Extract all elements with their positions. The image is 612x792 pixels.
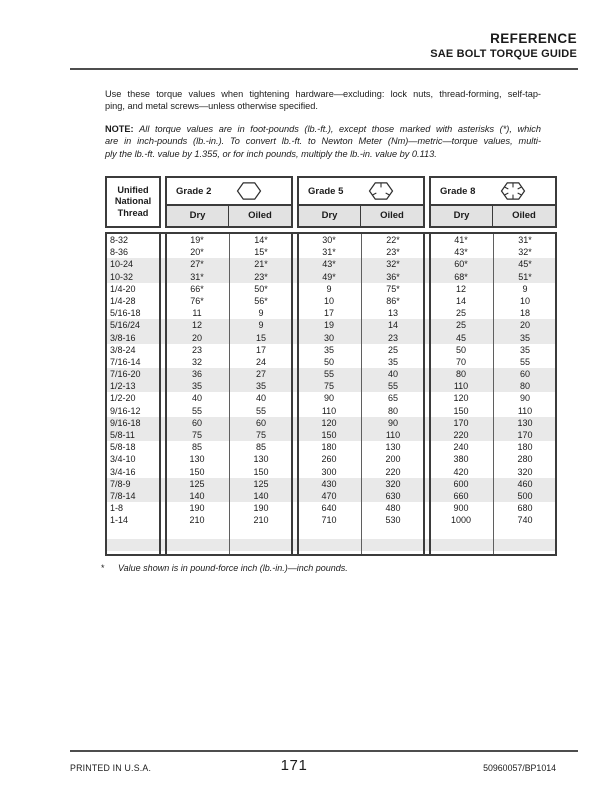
page-subtitle: SAE BOLT TORQUE GUIDE — [430, 48, 577, 60]
torque-value-cell: 43* — [322, 259, 336, 270]
torque-value-cell: 90 — [323, 393, 334, 404]
torque-value-cell: 35 — [519, 332, 530, 343]
torque-value-cell: 23 — [387, 332, 398, 343]
torque-value-cell: 1000 — [450, 515, 472, 526]
torque-value-cell: 170 — [517, 430, 533, 440]
torque-value-cell: 50 — [455, 344, 466, 355]
torque-value-cell: 150 — [253, 466, 269, 477]
torque-value-cell: 85 — [191, 442, 202, 453]
thread-size-cell: 5/8-18 — [110, 442, 136, 453]
torque-value-cell: 25 — [455, 320, 466, 331]
footer-part-number: 50960057/BP1014 — [483, 763, 556, 773]
thread-size-cell: 5/16-18 — [110, 308, 141, 319]
torque-value-cell: 35 — [323, 344, 334, 355]
torque-value-cell: 80 — [387, 405, 398, 416]
grade-5-dry-header: Dry — [299, 206, 361, 226]
torque-value-cell: 680 — [517, 503, 533, 514]
torque-value-cell: 710 — [321, 515, 337, 526]
torque-value-cell: 130 — [253, 454, 269, 465]
torque-value-cell: 220 — [453, 430, 469, 440]
grade-8-label: Grade 8 — [440, 185, 476, 197]
table-row — [105, 368, 557, 380]
torque-value-cell: 55 — [191, 405, 202, 416]
grade-8-header — [429, 176, 557, 228]
note-line: ply the lb.-ft. value by 1.355, or for inch pounds, multiply the lb.-in. value by 0.113. — [105, 148, 437, 159]
torque-value-cell: 500 — [517, 490, 533, 501]
torque-value-cell: 15 — [255, 332, 266, 343]
torque-value-cell: 630 — [385, 490, 401, 501]
torque-value-cell: 76* — [190, 295, 204, 306]
torque-value-cell: 200 — [385, 454, 401, 465]
torque-value-cell: 15* — [254, 247, 268, 258]
torque-value-cell: 300 — [321, 466, 337, 477]
torque-value-cell: 23* — [254, 271, 268, 282]
table-row — [105, 490, 557, 502]
torque-value-cell: 17 — [323, 308, 334, 319]
table-row — [105, 258, 557, 270]
torque-value-cell: 600 — [453, 478, 469, 489]
torque-value-cell: 380 — [453, 454, 469, 465]
torque-value-cell: 210 — [189, 515, 205, 526]
torque-value-cell: 110 — [453, 381, 469, 392]
thread-size-cell: 10-24 — [110, 259, 134, 270]
table-row — [105, 405, 557, 417]
intro-paragraph — [105, 88, 541, 113]
torque-value-cell: 11 — [192, 308, 202, 319]
thread-size-cell: 1/4-28 — [110, 295, 136, 306]
page-title: REFERENCE — [490, 31, 577, 46]
thread-size-cell: 3/8-24 — [110, 344, 136, 355]
table-row — [105, 271, 557, 283]
torque-value-cell: 140 — [189, 490, 205, 501]
thread-size-cell: 1/2-20 — [110, 393, 136, 404]
torque-value-cell: 120 — [321, 417, 337, 428]
torque-value-cell: 60 — [519, 369, 530, 380]
table-row — [105, 502, 557, 514]
torque-value-cell: 470 — [321, 490, 337, 501]
torque-value-cell: 68* — [454, 271, 468, 282]
torque-value-cell: 10 — [323, 295, 334, 306]
thread-size-cell: 7/8-14 — [110, 490, 136, 501]
page-header — [430, 31, 577, 60]
torque-value-cell: 320 — [517, 466, 533, 477]
thread-size-cell: 3/4-16 — [110, 466, 136, 477]
torque-value-cell: 18 — [519, 308, 530, 319]
grade-2-header — [165, 176, 293, 228]
thread-size-cell: 1/2-13 — [110, 381, 136, 392]
torque-value-cell: 150 — [189, 466, 205, 477]
torque-value-cell: 55 — [519, 356, 530, 367]
torque-value-cell: 65 — [387, 393, 398, 404]
empty-row — [105, 539, 557, 551]
torque-value-cell: 36 — [191, 369, 202, 380]
torque-value-cell: 190 — [189, 503, 205, 514]
table-row — [105, 295, 557, 307]
torque-value-cell: 530 — [385, 515, 401, 526]
torque-value-cell: 35 — [255, 381, 266, 392]
footnote-marker: * — [101, 563, 105, 573]
note-line — [105, 123, 541, 135]
table-row — [105, 478, 557, 490]
grade-2-dry-header: Dry — [167, 206, 229, 226]
table-row — [105, 246, 557, 258]
torque-value-cell: 43* — [454, 247, 468, 258]
footnote — [101, 563, 348, 573]
intro-line: ping, and metal screws—unless otherwise specified. — [105, 101, 318, 112]
thread-size-cell: 1-8 — [110, 503, 124, 514]
torque-value-cell: 86* — [386, 295, 400, 306]
torque-value-cell: 13 — [387, 308, 398, 319]
torque-value-cell: 19* — [190, 235, 204, 245]
torque-value-cell: 21* — [254, 259, 268, 270]
torque-value-cell: 31* — [322, 247, 336, 258]
header-rule — [70, 68, 578, 70]
torque-value-cell: 900 — [453, 503, 469, 514]
thread-size-cell: 1/4-20 — [110, 283, 136, 294]
torque-value-cell: 31* — [190, 271, 204, 282]
torque-value-cell: 20* — [190, 247, 204, 258]
torque-value-cell: 85 — [255, 442, 266, 453]
note-text: All torque values are in foot-pounds (lb.-ft.), except those marked with asterisks (*), which — [139, 124, 541, 134]
torque-value-cell: 40 — [191, 393, 202, 404]
page-number: 171 — [280, 757, 308, 774]
torque-table — [105, 176, 557, 556]
torque-value-cell: 10 — [519, 295, 530, 306]
footer-rule — [70, 750, 578, 752]
torque-value-cell: 9 — [522, 283, 528, 294]
thread-size-cell: 5/16/24 — [110, 320, 141, 331]
torque-value-cell: 60 — [191, 417, 202, 428]
torque-value-cell: 640 — [321, 503, 337, 514]
torque-value-cell: 50* — [254, 283, 268, 294]
torque-value-cell: 25 — [455, 308, 466, 319]
torque-value-cell: 320 — [385, 478, 401, 489]
note-label: NOTE: — [105, 124, 134, 134]
thread-size-cell: 9/16-12 — [110, 405, 141, 416]
torque-value-cell: 66* — [190, 283, 204, 294]
torque-value-cell: 23 — [191, 344, 202, 355]
torque-value-cell: 20 — [191, 332, 202, 343]
torque-value-cell: 9 — [258, 320, 264, 331]
torque-value-cell: 32* — [386, 259, 400, 270]
thread-column-header: Unified National Thread — [105, 176, 161, 228]
torque-value-cell: 150 — [453, 405, 469, 416]
grade-8-dry-header: Dry — [431, 206, 493, 226]
torque-value-cell: 23* — [386, 247, 400, 258]
torque-value-cell: 60 — [255, 417, 266, 428]
torque-value-cell: 75 — [323, 381, 334, 392]
thread-size-cell: 7/8-9 — [110, 478, 131, 489]
torque-value-cell: 75* — [386, 283, 400, 294]
torque-value-cell: 240 — [453, 442, 469, 453]
torque-value-cell: 14 — [387, 320, 398, 331]
thread-size-cell: 7/16-20 — [110, 369, 141, 380]
hex-nut-plain-icon — [235, 180, 262, 203]
torque-value-cell: 17 — [255, 344, 266, 355]
torque-value-cell: 55 — [255, 405, 266, 416]
table-row — [105, 429, 557, 441]
torque-value-cell: 280 — [517, 454, 533, 465]
torque-value-cell: 420 — [453, 466, 469, 477]
torque-value-cell: 19 — [323, 320, 334, 331]
torque-value-cell: 80 — [455, 369, 466, 380]
torque-value-cell: 130 — [385, 442, 401, 453]
grade-8-oiled-header: Oiled — [512, 210, 536, 221]
empty-row — [105, 527, 557, 539]
torque-value-cell: 660 — [453, 490, 469, 501]
thread-size-cell: 7/16-14 — [110, 356, 141, 367]
torque-value-cell: 27 — [255, 369, 266, 380]
torque-value-cell: 140 — [253, 490, 269, 501]
torque-value-cell: 70 — [455, 356, 466, 367]
table-row — [105, 319, 557, 331]
torque-value-cell: 30* — [322, 235, 336, 245]
torque-value-cell: 170 — [453, 417, 469, 428]
torque-value-cell: 50 — [323, 356, 334, 367]
torque-value-cell: 125 — [189, 478, 205, 489]
torque-value-cell: 210 — [253, 515, 269, 526]
intro-line: Use these torque values when tightening hardware—excluding: lock nuts, thread-forming, self-tap- — [105, 89, 541, 99]
table-row — [105, 356, 557, 368]
torque-value-cell: 180 — [517, 442, 533, 453]
table-row — [105, 332, 557, 344]
thread-size-cell: 9/16-18 — [110, 417, 141, 428]
hex-nut-3-mark-icon — [367, 180, 394, 203]
grade-5-oiled-header: Oiled — [380, 210, 404, 221]
grade-2-label: Grade 2 — [176, 185, 212, 197]
torque-value-cell: 20 — [519, 320, 530, 331]
torque-value-cell: 260 — [321, 454, 337, 465]
torque-value-cell: 180 — [321, 442, 337, 453]
torque-value-cell: 130 — [189, 454, 205, 465]
torque-value-cell: 12 — [191, 320, 202, 331]
torque-value-cell: 90 — [387, 417, 398, 428]
torque-value-cell: 80 — [519, 381, 530, 392]
table-row — [105, 380, 557, 392]
torque-value-cell: 110 — [321, 405, 337, 416]
torque-value-cell: 40 — [387, 369, 398, 380]
torque-value-cell: 51* — [518, 271, 532, 282]
torque-value-cell: 60* — [454, 259, 468, 270]
note-paragraph — [105, 123, 541, 160]
thread-size-cell: 8-32 — [110, 235, 129, 245]
torque-value-cell: 120 — [453, 393, 469, 404]
torque-value-cell: 460 — [517, 478, 533, 489]
torque-value-cell: 75 — [255, 430, 266, 440]
torque-value-cell: 25 — [387, 344, 398, 355]
torque-value-cell: 40 — [255, 393, 266, 404]
torque-value-cell: 430 — [321, 478, 337, 489]
torque-value-cell: 32* — [518, 247, 532, 258]
torque-value-cell: 24 — [255, 356, 266, 367]
torque-value-cell: 55 — [387, 381, 398, 392]
torque-value-cell: 220 — [385, 466, 401, 477]
table-header — [105, 176, 557, 228]
torque-value-cell: 56* — [254, 295, 268, 306]
thread-size-cell: 10-32 — [110, 271, 134, 282]
torque-value-cell: 41* — [454, 235, 468, 245]
torque-value-cell: 75 — [191, 430, 202, 440]
torque-value-cell: 55 — [323, 369, 334, 380]
note-line: are in inch-pounds (lb.-in.). To convert lb.-ft. to Newton Meter (Nm)—metric—torque values, multi- — [105, 136, 541, 147]
footer-printed-in: PRINTED IN U.S.A. — [70, 763, 152, 773]
table-row — [105, 514, 557, 526]
torque-value-cell: 480 — [385, 503, 401, 514]
thread-size-cell: 8-36 — [110, 247, 129, 258]
torque-value-cell: 32 — [191, 356, 202, 367]
torque-value-cell: 110 — [385, 430, 401, 440]
torque-value-cell: 14* — [254, 235, 268, 245]
torque-value-cell: 110 — [517, 405, 533, 416]
table-body — [105, 232, 557, 556]
torque-value-cell: 22* — [386, 235, 400, 245]
table-row — [105, 417, 557, 429]
torque-value-cell: 45 — [455, 332, 466, 343]
table-row — [105, 441, 557, 453]
hex-nut-6-mark-icon — [499, 180, 526, 203]
torque-value-cell: 36* — [386, 271, 400, 282]
thread-size-cell: 5/8-11 — [110, 430, 135, 440]
torque-value-cell: 9 — [326, 283, 332, 294]
torque-value-cell: 49* — [322, 271, 336, 282]
torque-value-cell: 150 — [321, 430, 337, 440]
torque-value-cell: 740 — [517, 515, 533, 526]
grade-5-header — [297, 176, 425, 228]
thread-size-cell: 3/8-16 — [110, 332, 136, 343]
torque-value-cell: 30 — [323, 332, 334, 343]
grade-5-label: Grade 5 — [308, 185, 344, 197]
torque-value-cell: 35 — [387, 356, 398, 367]
torque-value-cell: 190 — [253, 503, 269, 514]
torque-value-cell: 14 — [455, 295, 466, 306]
thread-size-cell: 1-14 — [110, 515, 129, 526]
torque-value-cell: 125 — [253, 478, 269, 489]
torque-value-cell: 35 — [519, 344, 530, 355]
torque-value-cell: 90 — [519, 393, 530, 404]
torque-value-cell: 130 — [517, 417, 533, 428]
grade-2-oiled-header: Oiled — [248, 210, 272, 221]
table-row — [105, 453, 557, 465]
thread-size-cell: 3/4-10 — [110, 454, 136, 465]
table-row — [105, 344, 557, 356]
torque-value-cell: 27* — [190, 259, 204, 270]
footnote-text: Value shown is in pound-force inch (lb.-in.)—inch pounds. — [118, 563, 348, 573]
table-row — [105, 392, 557, 404]
table-row — [105, 234, 557, 246]
table-row — [105, 283, 557, 295]
torque-value-cell: 9 — [258, 308, 264, 319]
torque-value-cell: 45* — [518, 259, 532, 270]
table-row — [105, 466, 557, 478]
torque-value-cell: 31* — [518, 235, 532, 245]
table-row — [105, 307, 557, 319]
torque-value-cell: 35 — [191, 381, 202, 392]
torque-value-cell: 12 — [455, 283, 466, 294]
